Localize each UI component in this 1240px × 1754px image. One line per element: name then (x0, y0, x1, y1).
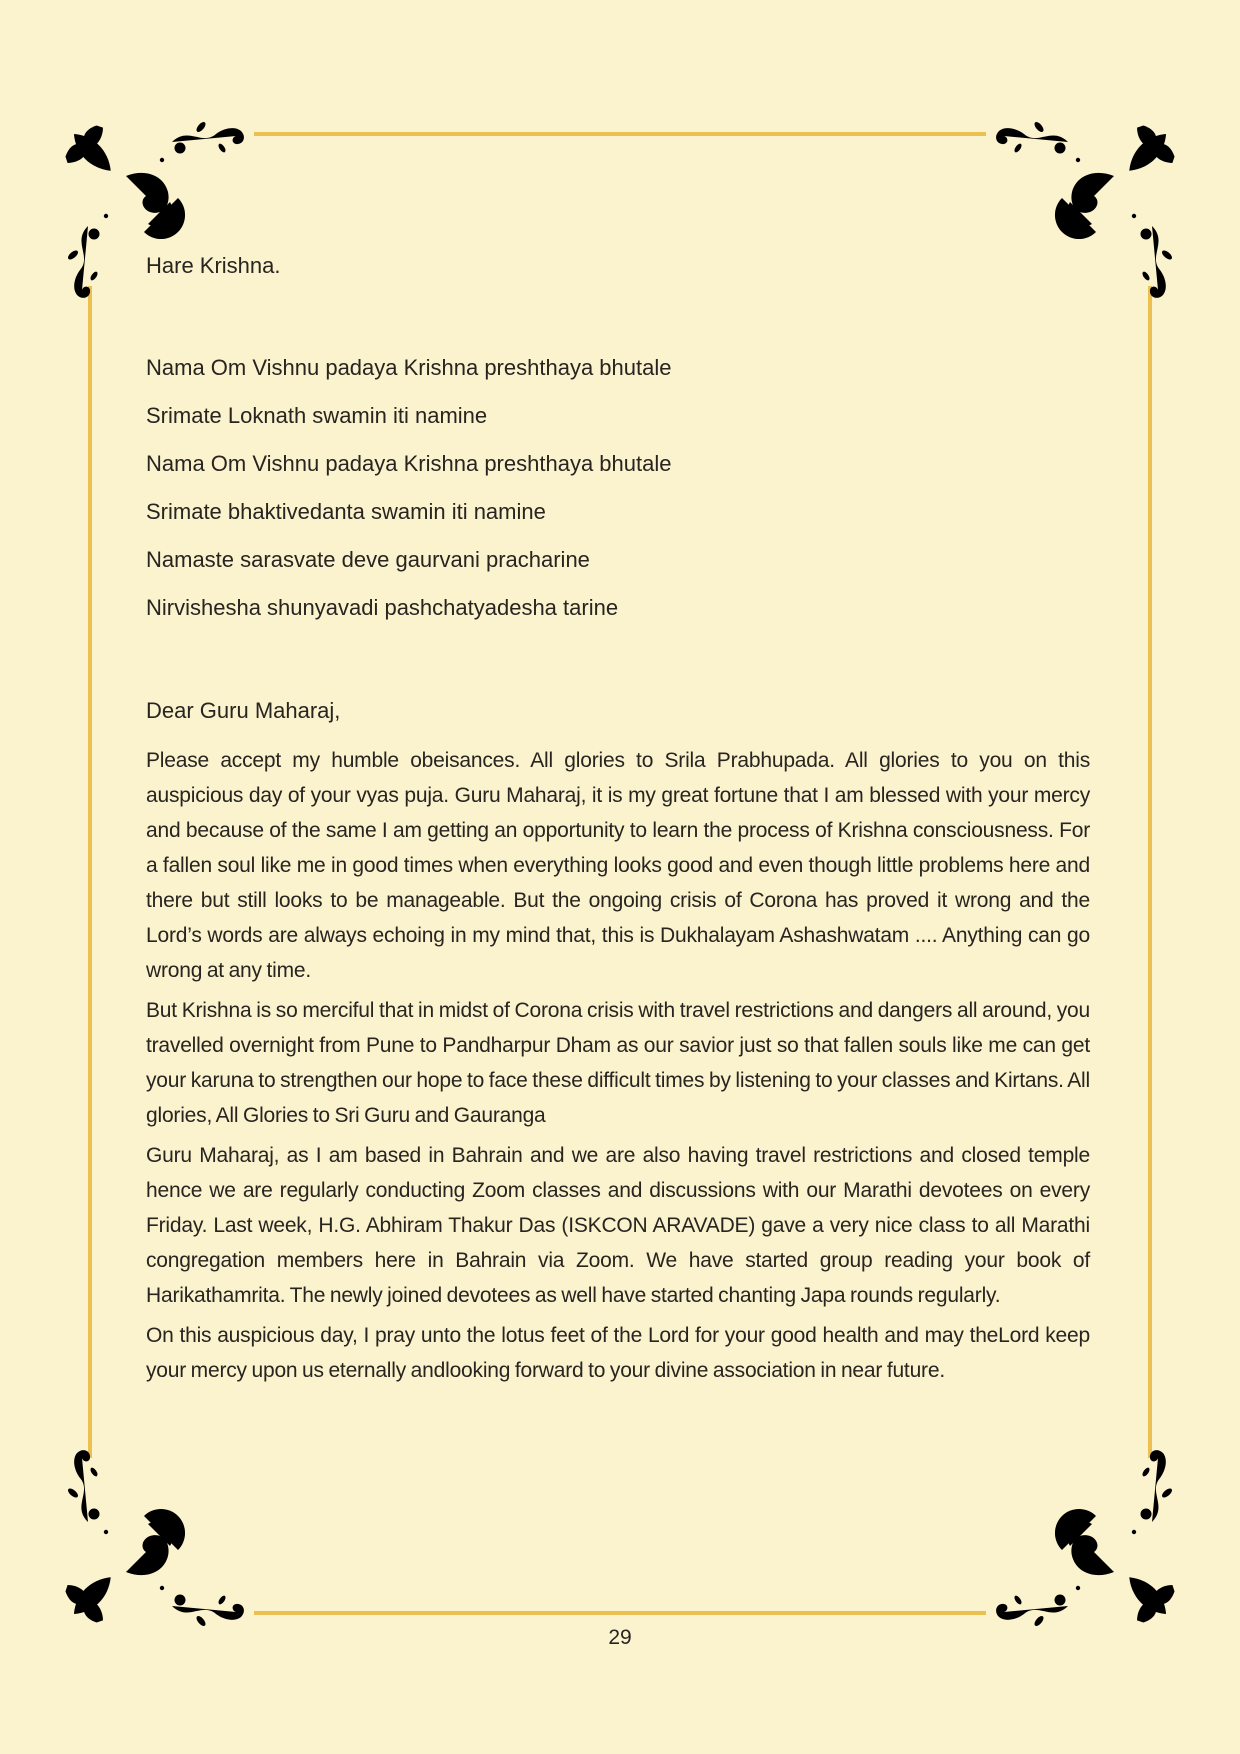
corner-flourish-icon-bottom-right (986, 1445, 1176, 1630)
border-bottom-line (254, 1611, 986, 1615)
salutation-text: Dear Guru Maharaj, (146, 698, 341, 723)
body-paragraph-4: On this auspicious day, I pray unto the lotus feet of the Lord for your good health and may theLord keep your mercy upon us eternally andlooking forward to your divine association in near future. (146, 1324, 1090, 1382)
body-paragraph-3: Guru Maharaj, as I am based in Bahrain and we are also having travel restrictions and closed temple hence we are regularly conducting Zoom classes and discussions with our Marathi devotees on every Friday. Last week, H.G. Abhiram Thakur Das (ISKCON ARAVADE) gave a very nice class to all Marathi congregation members here in Bahrain via Zoom. We have started group reading your book of Harikathamrita. The newly joined devotees as well have started chanting Japa rounds regularly. (146, 1144, 1090, 1307)
border-right-line (1148, 286, 1152, 1458)
invocation-line-1: Nama Om Vishnu padaya Krishna preshthaya bhutale (146, 355, 672, 380)
invocation-line-4: Srimate bhaktivedanta swamin iti namine (146, 499, 546, 524)
page-number: 29 (608, 1626, 632, 1649)
greeting-text: Hare Krishna. (146, 253, 281, 278)
body-paragraph-1: Please accept my humble obeisances. All glories to Srila Prabhupada. All glories to you on this auspicious day of your vyas puja. Guru Maharaj, it is my great fortune that I am blessed with your mercy and because of the same I am getting an opportunity to learn the process of Krishna consciousness. For a fallen soul like me in good times when everything looks good and even though little problems here and there but still looks to be manageable. But the ongoing crisis of Corona has proved it wrong and the Lord’s words are always echoing in my mind that, this is Dukhalayam Ashashwatam .... Anything can go wrong at any time. (146, 749, 1090, 982)
corner-flourish-icon-bottom-left (64, 1445, 254, 1630)
border-top-line (254, 132, 986, 136)
letter-content (146, 248, 1090, 1393)
invocation-line-3: Nama Om Vishnu padaya Krishna preshthaya bhutale (146, 451, 672, 476)
invocation-line-6: Nirvishesha shunyavadi pashchatyadesha tarine (146, 595, 619, 620)
invocation-line-2: Srimate Loknath swamin iti namine (146, 403, 488, 428)
body-paragraph-2: But Krishna is so merciful that in midst of Corona crisis with travel restrictions and dangers all around, you travelled overnight from Pune to Pandharpur Dham as our savior just so that fallen souls like me can get your karuna to strengthen our hope to face these difficult times by listening to your classes and Kirtans. All glories, All Glories to Sri Guru and Gauranga (146, 999, 1090, 1127)
border-left-line (88, 286, 92, 1458)
invocation-line-5: Namaste sarasvate deve gaurvani pracharine (146, 547, 590, 572)
